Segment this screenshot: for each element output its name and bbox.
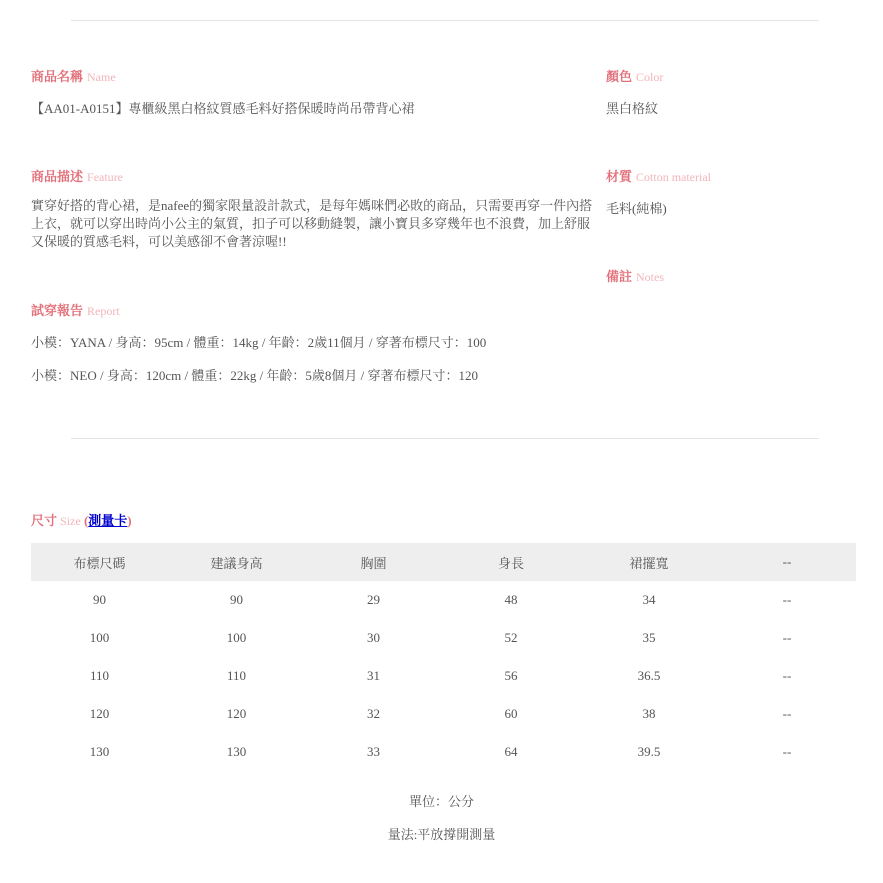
table-cell: 35 — [642, 630, 656, 645]
material-label-zh: 材質 — [606, 169, 633, 184]
color-label — [606, 66, 663, 85]
header-chest: 胸圍 — [360, 555, 387, 571]
table-row — [31, 733, 856, 771]
report-line: 小模：NEO / 身高：120cm / 體重：22kg / 年齡：5歲8個月 / 穿著布標尺寸：120 — [31, 368, 479, 383]
table-cell: 29 — [367, 592, 380, 607]
table-cell: 38 — [642, 706, 656, 721]
table-cell: 64 — [504, 744, 518, 759]
color-label-en: Color — [636, 70, 664, 84]
method-note: 量法:平放撐開測量 — [387, 827, 496, 842]
feature-label — [31, 166, 123, 185]
table-cell: 48 — [504, 592, 518, 607]
table-cell: 56 — [504, 668, 518, 683]
table-cell: 32 — [367, 706, 380, 721]
table-cell: 34 — [642, 592, 656, 607]
table-cell: -- — [782, 668, 792, 683]
notes-label-zh: 備註 — [606, 269, 633, 284]
feature-text: 實穿好搭的背心裙，是nafee的獨家限量設計款式，是每年媽咪們必敗的商品，只需要再穿一件內搭上衣，就可以穿出時尚小公主的氣質，扣子可以移動縫製，讓小寶貝多穿幾年也不浪費，加上舒服又保暖的質感毛料，可以美感卻不會著涼喔!! — [31, 198, 593, 249]
name-label-zh: 商品名稱 — [31, 69, 84, 84]
notes-label — [606, 266, 664, 285]
report-label-en: Report — [87, 304, 120, 318]
size-table — [31, 543, 856, 771]
table-cell: 60 — [504, 706, 518, 721]
unit-note: 單位：公分 — [408, 794, 474, 809]
header-length: 身長 — [497, 555, 524, 571]
header-hem-width: 裙擺寬 — [629, 555, 669, 571]
table-cell: 33 — [367, 744, 380, 759]
measure-card-link[interactable]: 測量卡 — [88, 513, 128, 528]
name-label-en: Name — [87, 70, 116, 84]
table-cell: 100 — [89, 630, 110, 645]
header-extra: -- — [782, 554, 792, 569]
color-value: 黑白格紋 — [606, 101, 659, 116]
table-cell: 100 — [226, 630, 247, 645]
table-row — [31, 581, 856, 619]
table-row — [31, 657, 856, 695]
report-label — [31, 300, 120, 319]
name-label — [31, 66, 116, 85]
header-suggested-height: 建議身高 — [210, 555, 263, 571]
middle-divider — [71, 438, 819, 439]
header-tag-size: 布標尺碼 — [73, 555, 126, 571]
size-paren-open: ( — [83, 513, 89, 528]
size-paren-close: ) — [127, 513, 132, 528]
table-row — [31, 619, 856, 657]
material-label-en: Cotton material — [636, 170, 711, 184]
table-cell: 31 — [367, 668, 380, 683]
table-cell: 120 — [89, 706, 110, 721]
table-cell: -- — [782, 744, 792, 759]
size-label-en: Size — [60, 514, 81, 528]
product-name: 【AA01-A0151】專櫃級黑白格紋質感毛料好搭保暖時尚吊帶背心裙 — [31, 101, 415, 116]
table-cell: 110 — [89, 668, 110, 683]
size-label-zh: 尺寸 — [31, 513, 58, 528]
size-table-header — [31, 543, 856, 581]
feature-label-en: Feature — [87, 170, 123, 184]
size-label — [31, 510, 132, 529]
table-cell: 90 — [230, 592, 243, 607]
feature-label-zh: 商品描述 — [31, 169, 84, 184]
table-cell: 36.5 — [637, 668, 661, 683]
table-cell: 30 — [367, 630, 380, 645]
table-cell: 52 — [504, 630, 518, 645]
table-cell: 130 — [89, 744, 110, 759]
notes-label-en: Notes — [636, 270, 665, 284]
table-cell: -- — [782, 592, 792, 607]
color-label-zh: 顏色 — [606, 69, 633, 84]
table-cell: -- — [782, 706, 792, 721]
report-label-zh: 試穿報告 — [31, 303, 84, 318]
table-cell: 110 — [226, 668, 247, 683]
material-label — [606, 166, 711, 185]
table-cell: 90 — [93, 592, 106, 607]
table-cell: -- — [782, 630, 792, 645]
table-row — [31, 695, 856, 733]
table-cell: 39.5 — [637, 744, 661, 759]
top-divider — [71, 20, 819, 21]
table-cell: 120 — [226, 706, 247, 721]
report-line: 小模：YANA / 身高：95cm / 體重：14kg / 年齡：2歲11個月 / 穿著布標尺寸：100 — [31, 335, 487, 350]
material-value: 毛料(純棉) — [606, 201, 667, 216]
table-cell: 130 — [226, 744, 247, 759]
